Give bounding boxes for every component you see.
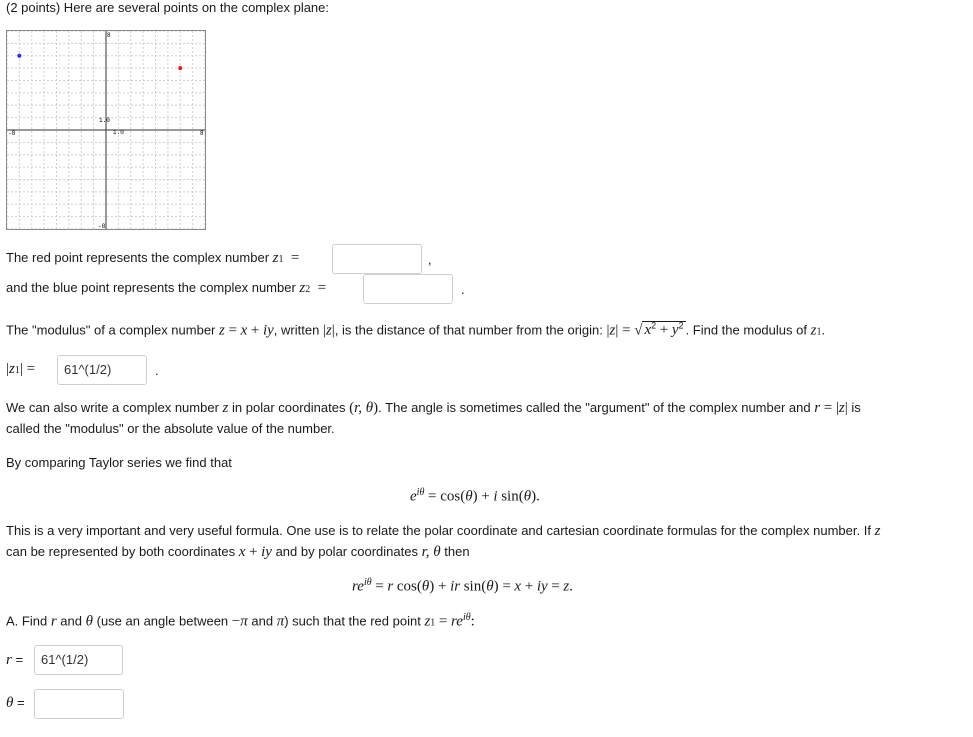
comma: , — [428, 252, 432, 267]
period-2: . — [155, 363, 159, 378]
euler-formula: $e^{i\theta} = \cos(\theta) + i$ sin(θ). — [410, 487, 540, 505]
theta-label: θ = — [6, 695, 25, 711]
blue-point — [17, 54, 21, 58]
z1-text: The red point represents the complex number — [6, 250, 270, 265]
y-max-label: 8 — [107, 32, 111, 39]
r-label: r = — [6, 652, 24, 668]
period: . — [461, 282, 465, 297]
abs-z1-label: |z1| = — [6, 361, 36, 377]
theta-input[interactable] — [34, 689, 124, 719]
r-input[interactable]: 61^(1/2) — [34, 645, 123, 675]
red-point — [178, 66, 182, 70]
part-a-prompt: A. Find r and θ (use an angle between −π and π) such that the red point $z1 = re^{i\theta}$: — [6, 612, 475, 630]
z2-prompt: and the blue point represents the complex number z2 = — [6, 280, 327, 296]
complex-plane-graph — [6, 30, 206, 230]
formula-paragraph-line2: can be represented by both coordinates x + iy and by polar coordinates r, θ then — [6, 544, 470, 560]
z2-input[interactable] — [363, 274, 453, 304]
taylor-text: By comparing Taylor series we find that — [6, 455, 232, 470]
x-max-label: 8 — [200, 130, 204, 137]
x-tick-label: 1.0 — [113, 129, 124, 136]
y-min-label: -8 — [98, 223, 106, 229]
y-tick-label: 1.0 — [99, 117, 110, 124]
modulus-paragraph: The "modulus" of a complex number z = x + iy, written |z|, is the distance of that number from the origin: |z| = √ $x^2 + y^2$ . Find the modulus of z1. — [6, 321, 826, 339]
polar-formula: $re^{i\theta} = r$ cos(θ) + ir sin(θ) = x + iy = z. — [352, 577, 573, 595]
polar-paragraph-line2: called the "modulus" or the absolute value of the number. — [6, 421, 335, 436]
z1-input[interactable] — [332, 244, 422, 274]
polar-paragraph-line1: We can also write a complex number z in polar coordinates (r, θ). The angle is sometimes called the "argument" of the complex number and r = |z| is — [6, 400, 861, 416]
abs-z1-input[interactable]: 61^(1/2) — [57, 355, 147, 385]
z1-prompt: The red point represents the complex number z1 = — [6, 250, 300, 266]
formula-paragraph-line1: This is a very important and very useful formula. One use is to relate the polar coordinate and cartesian coordinate formulas for the complex number. If z — [6, 523, 881, 539]
x-min-label: -8 — [8, 130, 16, 137]
problem-header: (2 points) Here are several points on the complex plane: — [6, 0, 330, 15]
graph-svg — [7, 31, 205, 229]
z2-text: and the blue point represents the complex number — [6, 280, 296, 295]
